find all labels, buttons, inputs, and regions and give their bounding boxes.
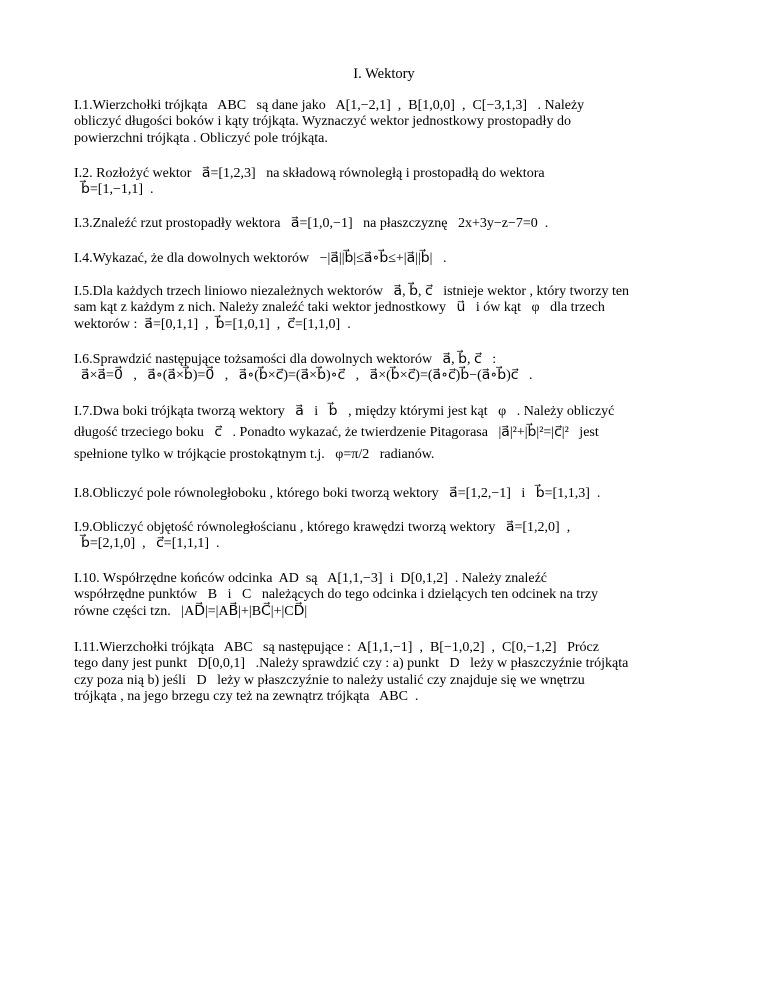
problem-2: [74, 166, 696, 199]
problem-line: trójkąta , na jego brzegu czy też na zewnątrz trójkąta ABC .: [74, 689, 419, 705]
problem-line: I.4.Wykazać, że dla dowolnych wektorów −|a⃗||b⃗|≤a⃗∘b⃗≤+|a⃗||b⃗| .: [74, 251, 447, 266]
problem-9: [74, 520, 696, 553]
problem-line: I.1.Wierzchołki trójkąta ABC są dane jako A[1,−2,1] , B[1,0,0] , C[−3,1,3] . Należy: [74, 98, 585, 113]
problem-line: współrzędne punktów B i C należących do tego odcinka i dzielących ten odcinek na trzy: [74, 587, 599, 603]
problem-5: [74, 284, 696, 333]
problem-line: równe części tzn. |AD⃗|=|AB⃗|+|BC⃗|+|CD⃗|: [74, 603, 308, 619]
problem-8: [74, 486, 696, 502]
problem-1: [74, 98, 696, 147]
page-title: I. Wektory: [353, 66, 415, 82]
problem-line: I.11.Wierzchołki trójkąta ABC są następujące : A[1,1,−1] , B[−1,0,2] , C[0,−1,2] Prócz: [74, 640, 599, 655]
problem-line: obliczyć długości boków i kąty trójkąta. Wyznaczyć wektor jednostkowy prostopadły do: [74, 114, 571, 130]
problem-line: a⃗×a⃗=0⃗ , a⃗∘(a⃗×b⃗)=0⃗ , a⃗∘(b⃗×c⃗)=(a⃗×b⃗)∘c⃗ , a⃗×(b⃗×c⃗)=(a⃗∘c⃗)b⃗−(a⃗∘b⃗)c⃗ .: [74, 368, 533, 384]
problem-line: I.6.Sprawdzić następujące tożsamości dla dowolnych wektorów a⃗, b⃗, c⃗ :: [74, 352, 497, 367]
problem-4: [74, 251, 696, 267]
problem-line: tego dany jest punkt D[0,0,1] .Należy sprawdzić czy : a) punkt D leży w płaszczyźnie trójkąta: [74, 656, 629, 672]
problem-7: [74, 404, 696, 463]
problem-line: długość trzeciego boku c⃗ . Ponadto wykazać, że twierdzenie Pitagorasa |a⃗|²+|b⃗|²=|c⃗|² jest: [74, 425, 599, 441]
problem-line: I.8.Obliczyć pole równoległoboku , którego boki tworzą wektory a⃗=[1,2,−1] i b⃗=[1,1,3] .: [74, 486, 601, 501]
problem-10: [74, 571, 696, 620]
problem-line: b⃗=[2,1,0] , c⃗=[1,1,1] .: [74, 536, 220, 552]
problem-6: [74, 352, 696, 385]
problem-line: I.5.Dla każdych trzech liniowo niezależnych wektorów a⃗, b⃗, c⃗ istnieje wektor , który tworzy ten: [74, 284, 630, 299]
problem-line: I.2. Rozłożyć wektor a⃗=[1,2,3] na składową równoległą i prostopadłą do wektora: [74, 166, 545, 181]
problem-11: [74, 640, 696, 706]
problem-line: I.9.Obliczyć objętość równoległościanu , którego krawędzi tworzą wektory a⃗=[1,2,0] ,: [74, 520, 571, 535]
problem-line: sam kąt z każdym z nich. Należy znaleźć taki wektor jednostkowy u⃗ i ów kąt φ dla trzech: [74, 300, 605, 316]
problem-line: powierzchni trójkąta . Obliczyć pole trójkąta.: [74, 130, 328, 146]
problem-line: I.7.Dwa boki trójkąta tworzą wektory a⃗ i b⃗ , między którymi jest kąt φ . Należy obliczyć: [74, 404, 615, 419]
problem-line: I.10. Współrzędne końców odcinka AD są A[1,1,−3] i D[0,1,2] . Należy znaleźć: [74, 571, 547, 586]
problem-line: I.3.Znaleźć rzut prostopadły wektora a⃗=[1,0,−1] na płaszczyznę 2x+3y−z−7=0 .: [74, 216, 549, 231]
problem-line: b⃗=[1,−1,1] .: [74, 182, 154, 198]
problem-3: [74, 216, 696, 232]
problem-line: czy poza nią b) jeśli D leży w płaszczyźnie to należy ustalić czy znajduje się we wnętrzu: [74, 672, 585, 688]
problem-line: wektorów : a⃗=[0,1,1] , b⃗=[1,0,1] , c⃗=[1,1,0] .: [74, 316, 351, 332]
problem-line: spełnione tylko w trójkącie prostokątnym t.j. φ=π/2 radianów.: [74, 446, 435, 462]
